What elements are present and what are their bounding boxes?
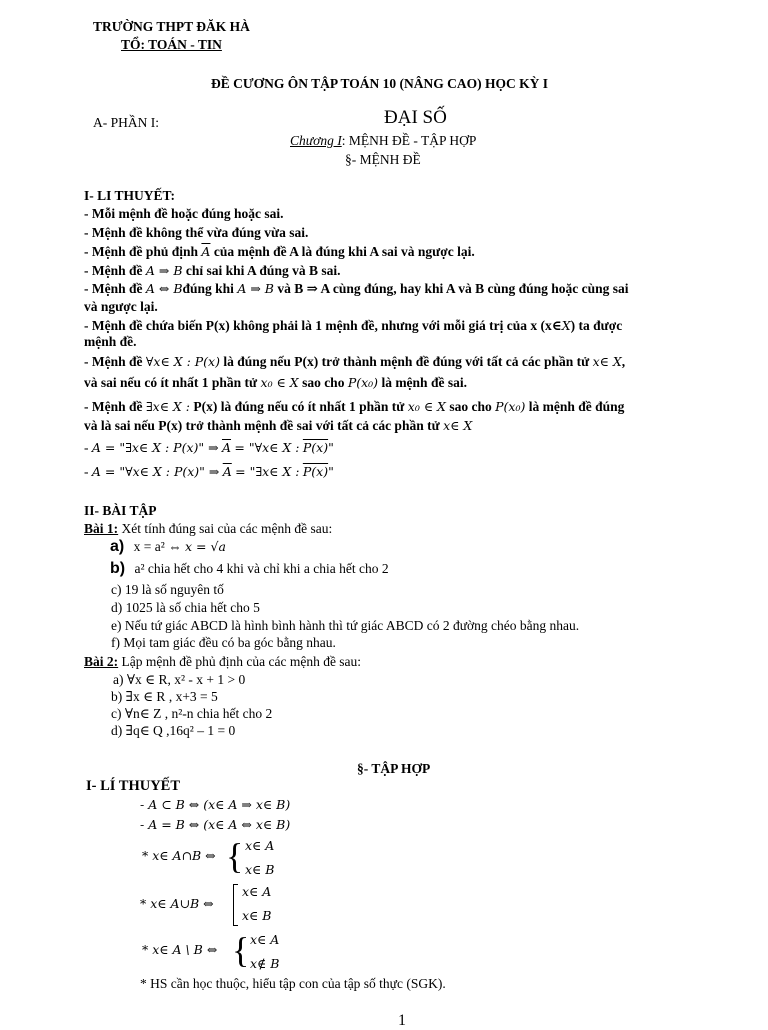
math-not-p: P(x) bbox=[302, 440, 329, 455]
theory-line-3 bbox=[84, 244, 475, 260]
math-x: X bbox=[561, 318, 571, 333]
exercise-label: Bài 1: bbox=[84, 521, 119, 536]
math-not-p: P(x) bbox=[302, 464, 329, 479]
theory-line-1: - Mỗi mệnh đề hoặc đúng hoặc sai. bbox=[84, 206, 284, 221]
text: - Mệnh đề chứa biến P(x) không phải là 1 mệnh đề, nhưng với mỗi giá trị của x (x∈ bbox=[84, 318, 562, 333]
text: và B ⇒ A cùng đúng, hay khi A và B cùng đúng hoặc cùng sai bbox=[277, 281, 629, 296]
text: và sai nếu có ít nhất 1 phần tử bbox=[84, 375, 258, 390]
chapter-title: : MỆNH ĐỀ - TẬP HỢP bbox=[341, 133, 477, 148]
exercise-1a bbox=[110, 538, 226, 556]
text: chỉ sai khi A đúng và B sai. bbox=[185, 263, 341, 278]
item-text: x = a² ⇔ bbox=[133, 539, 182, 554]
exercise-1f: f) Mọi tam giác đều có ba góc bằng nhau. bbox=[111, 635, 336, 650]
department: TỔ: TOÁN - TIN bbox=[121, 37, 222, 52]
text: sao cho bbox=[302, 375, 345, 390]
chapter-label: Chương I bbox=[290, 133, 342, 148]
text: và là sai nếu P(x) trở thành mệnh đề sai với tất cả các phần tử bbox=[84, 418, 440, 433]
curly-brace-icon: { bbox=[226, 836, 244, 876]
math-px0: P(x₀) bbox=[495, 399, 526, 414]
exercise-2a: a) ∀x ∈ R, x² - x + 1 > 0 bbox=[113, 672, 246, 687]
square-bracket-icon bbox=[233, 884, 238, 926]
sets-intersection: * x∈ A∩B ⇔ bbox=[142, 848, 216, 863]
exercise-2d: d) ∃q∈ Q ,16q² – 1 = 0 bbox=[111, 723, 236, 738]
item-text: a² chia hết cho 4 khi và chỉ khi a chia hết cho 2 bbox=[134, 561, 389, 576]
exercise-text: Xét tính đúng sai của các mệnh đề sau: bbox=[121, 521, 333, 536]
exercises-heading: II- BÀI TẬP bbox=[84, 503, 157, 518]
text: là đúng nếu P(x) trở thành mệnh đề đúng với tất cả các phần tử bbox=[223, 354, 590, 369]
text: - Mệnh đề bbox=[84, 354, 143, 369]
math-sqrt: x = √a bbox=[185, 539, 226, 554]
sets-difference: * x∈ A \ B ⇔ bbox=[142, 942, 218, 957]
math-not-a: $\overline{A}$ bbox=[222, 464, 232, 479]
sets-section-title: §- TẬP HỢP bbox=[357, 761, 431, 776]
math-implies: A ⇒ B bbox=[237, 281, 274, 296]
union-conditions bbox=[242, 880, 271, 928]
math-quote: " bbox=[328, 464, 334, 479]
exercise-2 bbox=[84, 654, 361, 670]
sets-note: * HS cần học thuộc, hiểu tập con của tập số thực (SGK). bbox=[140, 976, 446, 991]
text: - Mệnh đề bbox=[84, 399, 143, 414]
math-formula: A = "∀x∈ X : P(x)" ⇒ bbox=[91, 464, 220, 479]
theory-heading: I- LI THUYẾT: bbox=[84, 188, 176, 203]
document-title: ĐỀ CƯƠNG ÔN TẬP TOÁN 10 (NÂNG CAO) HỌC KỲ I bbox=[211, 76, 549, 91]
math-formula: A = "∃x∈ X : P(x)" ⇒ bbox=[91, 440, 219, 455]
math-formula: = "∃x∈ X : bbox=[235, 464, 300, 479]
text: đúng khi bbox=[182, 281, 234, 296]
theory-line-4 bbox=[84, 263, 340, 279]
sets-union: * x∈ A∪B ⇔ bbox=[140, 896, 214, 911]
exercise-1b bbox=[110, 560, 389, 578]
condition: x∈ A bbox=[242, 884, 272, 899]
theory-line-5 bbox=[84, 281, 629, 297]
theory-line-2: - Mệnh đề không thể vừa đúng vừa sai. bbox=[84, 225, 309, 240]
text: - bbox=[84, 440, 89, 455]
exercise-label: Bài 2: bbox=[84, 654, 119, 669]
theory-line-9 bbox=[84, 399, 624, 415]
page-number: 1 bbox=[398, 1012, 406, 1029]
text: - bbox=[84, 464, 89, 479]
math-x-in-x: x∈ X bbox=[592, 354, 622, 369]
math-px0: P(x₀) bbox=[347, 375, 379, 390]
exercise-1c: c) 19 là số nguyên tố bbox=[111, 582, 224, 597]
sets-line-1: - A ⊂ B ⇔ (x∈ A ⇒ x∈ B) bbox=[140, 797, 291, 812]
school-name: TRƯỜNG THPT ĐĂK HÀ bbox=[93, 19, 250, 34]
text: sao cho bbox=[449, 399, 492, 414]
theory-line-8 bbox=[84, 375, 467, 391]
exercise-1e: e) Nếu tứ giác ABCD là hình bình hành thì tứ giác ABCD có 2 đường chéo bằng nhau. bbox=[111, 618, 580, 633]
text: - Mệnh đề phủ định bbox=[84, 244, 199, 259]
text: là mệnh đề sai. bbox=[381, 375, 467, 390]
theory-line-10 bbox=[84, 418, 472, 434]
math-equiv: A ⇔ B bbox=[145, 281, 183, 296]
curly-brace-icon: { bbox=[232, 930, 250, 970]
exercise-2c: c) ∀n∈ Z , n²-n chia hết cho 2 bbox=[111, 706, 273, 721]
math-not-a: $\overline{A}$ bbox=[201, 244, 211, 259]
theory-line-11 bbox=[84, 440, 334, 456]
condition: x∈ B bbox=[245, 862, 275, 877]
math-quote: " bbox=[328, 440, 334, 455]
part-label: A- PHẦN I: bbox=[93, 115, 159, 130]
intersection-conditions bbox=[245, 834, 274, 882]
sets-line-2: - A = B ⇔ (x∈ A ⇔ x∈ B) bbox=[140, 817, 291, 832]
theory-line-6 bbox=[84, 318, 622, 334]
text: , bbox=[621, 354, 626, 369]
math-exists: ∃x∈ X : bbox=[145, 399, 191, 414]
text: ) ta được bbox=[570, 318, 623, 333]
theory-line-6b: mệnh đề. bbox=[84, 334, 137, 349]
math-x-in-x: x∈ X bbox=[443, 418, 473, 433]
theory-line-7 bbox=[84, 354, 625, 370]
exercise-text: Lập mệnh đề phủ định của các mệnh đề sau: bbox=[121, 654, 362, 669]
text: - Mệnh đề bbox=[84, 281, 143, 296]
item-label: b) bbox=[110, 560, 126, 577]
chapter-line bbox=[290, 133, 476, 149]
text: - Mệnh đề bbox=[84, 263, 143, 278]
condition: x∈ A bbox=[245, 838, 275, 853]
text: là mệnh đề đúng bbox=[528, 399, 625, 414]
sets-theory-heading: I- LÍ THUYẾT bbox=[86, 778, 181, 794]
condition: x∈ A bbox=[250, 932, 280, 947]
exercise-2b: b) ∃x ∈ R , x+3 = 5 bbox=[111, 689, 218, 704]
theory-line-5b: và ngược lại. bbox=[84, 299, 158, 314]
difference-conditions bbox=[250, 928, 279, 976]
math-implies: A ⇒ B bbox=[145, 263, 183, 278]
math-not-a: $\overline{A}$ bbox=[221, 440, 232, 455]
part-heading: ĐẠI SỐ bbox=[384, 107, 447, 128]
item-label: a) bbox=[110, 538, 125, 555]
math-forall: ∀x∈ X : P(x) bbox=[145, 354, 220, 369]
theory-line-12 bbox=[84, 464, 334, 480]
condition: x∉ B bbox=[250, 956, 280, 971]
exercise-1 bbox=[84, 521, 332, 537]
math-formula: = "∀x∈ X : bbox=[234, 440, 300, 455]
text: của mệnh đề A là đúng khi A sai và ngược lại. bbox=[213, 244, 475, 259]
math-x0: x₀ ∈ X bbox=[407, 399, 446, 414]
text: P(x) là đúng nếu có ít nhất 1 phần tử bbox=[193, 399, 405, 414]
section-title: §- MỆNH ĐỀ bbox=[345, 152, 421, 167]
condition: x∈ B bbox=[242, 908, 272, 923]
exercise-1d: d) 1025 là số chia hết cho 5 bbox=[111, 600, 260, 615]
math-x0: x₀ ∈ X bbox=[260, 375, 299, 390]
